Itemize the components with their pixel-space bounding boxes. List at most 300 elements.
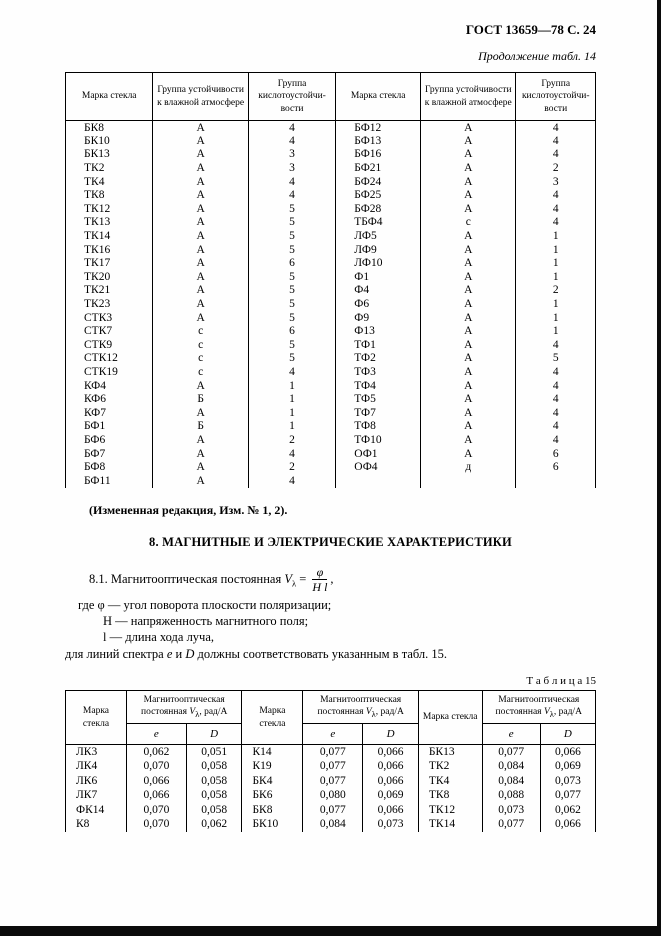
glass-mark-cell: ТК21 — [66, 284, 153, 298]
glass-mark-cell: ТК17 — [66, 256, 153, 270]
equals-sign: = — [299, 571, 307, 586]
constant-value-cell: 0,073 — [363, 817, 419, 832]
glass-mark-cell: К8 — [66, 817, 127, 832]
group-value-cell: А — [421, 433, 516, 447]
glass-mark-cell: БФ12 — [336, 121, 421, 135]
glass-mark-cell: ТК8 — [418, 788, 482, 803]
group-value-cell: 4 — [516, 420, 596, 434]
glass-mark-cell: СТК7 — [66, 324, 153, 338]
glass-mark-cell: ТФ8 — [336, 420, 421, 434]
mark-column-header: Марка стекла — [66, 690, 127, 745]
group-value-cell: 5 — [248, 216, 335, 230]
glass-mark-cell: Ф6 — [336, 297, 421, 311]
table14-row — [66, 311, 596, 325]
lambda-subscript: λ — [291, 578, 297, 588]
glass-mark-cell: Ф13 — [336, 324, 421, 338]
constant-label: Магнитооптическая постоянная — [495, 694, 580, 718]
unit-label: , рад/А — [199, 707, 228, 718]
group-value-cell: А — [153, 284, 248, 298]
e-line-symbol: е — [166, 646, 173, 661]
group-value-cell: А — [421, 447, 516, 461]
group-value-cell: Б — [153, 420, 248, 434]
group-value-cell: 5 — [248, 338, 335, 352]
group-value-cell: А — [421, 297, 516, 311]
group-value-cell: 4 — [248, 447, 335, 461]
glass-mark-cell: ЛК7 — [66, 788, 127, 803]
unit-label: , рад/А — [375, 707, 404, 718]
table14-row — [66, 433, 596, 447]
constant-value-cell: 0,077 — [482, 745, 540, 760]
section-title: 8. МАГНИТНЫЕ И ЭЛЕКТРИЧЕСКИЕ ХАРАКТЕРИСТИКИ — [149, 534, 512, 549]
glass-mark-cell: ЛК6 — [66, 774, 127, 789]
constant-value-cell: 0,066 — [363, 745, 419, 760]
glass-mark-cell: ТФ5 — [336, 392, 421, 406]
paragraph-lead: 8.1. Магнитооптическая постоянная — [89, 571, 282, 586]
hl-denominator: H l — [312, 580, 328, 595]
v-symbol: V — [365, 707, 372, 718]
constant-value-cell: 0,084 — [482, 759, 540, 774]
acid-group-column-header: Группа кислотоустойчи-вости — [248, 73, 335, 121]
glass-mark-cell: Ф4 — [336, 284, 421, 298]
group-value-cell: 4 — [516, 338, 596, 352]
tail-text: должны соответствовать указанным в табл. 15. — [194, 646, 448, 661]
group-value-cell: 5 — [248, 270, 335, 284]
group-value-cell: А — [153, 229, 248, 243]
glass-mark-cell: ЛК4 — [66, 759, 127, 774]
glass-mark-cell: ТК2 — [66, 161, 153, 175]
group-value-cell: 4 — [516, 216, 596, 230]
definition-line: Н — напряженность магнитного поля; — [103, 613, 309, 628]
group-value-cell: 4 — [248, 134, 335, 148]
doc-number: ГОСТ 13659—78 С. 24 — [465, 22, 596, 37]
table14-row — [66, 447, 596, 461]
group-value-cell: 4 — [516, 188, 596, 202]
lambda-subscript: λ — [371, 708, 376, 719]
glass-mark-cell: БК6 — [242, 788, 303, 803]
glass-mark-cell: БК4 — [242, 774, 303, 789]
spectrum-lines-note — [65, 646, 596, 662]
table14-row — [66, 161, 596, 175]
group-value-cell: с — [153, 324, 248, 338]
table14-row — [66, 148, 596, 162]
table14-row — [66, 243, 596, 257]
group-value-cell: 6 — [516, 447, 596, 461]
glass-mark-cell: ОФ4 — [336, 460, 421, 474]
constant-value-cell: 0,051 — [186, 745, 242, 760]
table-15 — [65, 690, 596, 832]
group-value-cell: с — [153, 365, 248, 379]
table14-row — [66, 229, 596, 243]
d-line-subheader: D — [363, 724, 419, 745]
glass-mark-cell: БК13 — [418, 745, 482, 760]
table14-row — [66, 460, 596, 474]
lambda-subscript: λ — [195, 708, 200, 719]
comma: , — [330, 571, 334, 586]
constant-value-cell: 0,058 — [186, 774, 242, 789]
table14-row — [66, 297, 596, 311]
group-value-cell: А — [421, 392, 516, 406]
group-value-cell: 4 — [248, 188, 335, 202]
group-value-cell: А — [421, 121, 516, 135]
group-value-cell: А — [153, 297, 248, 311]
glass-mark-cell: КФ6 — [66, 392, 153, 406]
constant-value-cell: 0,070 — [126, 817, 186, 832]
group-value-cell: А — [153, 202, 248, 216]
glass-mark-cell: БК8 — [66, 121, 153, 135]
glass-mark-cell: БФ25 — [336, 188, 421, 202]
group-value-cell: 1 — [248, 379, 335, 393]
definitions-block — [65, 597, 596, 645]
group-value-cell: А — [153, 311, 248, 325]
group-value-cell: А — [421, 284, 516, 298]
glass-mark-cell: СТК12 — [66, 352, 153, 366]
glass-mark-cell: ТК12 — [66, 202, 153, 216]
group-value-cell: А — [421, 406, 516, 420]
glass-mark-cell: БК10 — [66, 134, 153, 148]
glass-mark-cell: БФ11 — [66, 474, 153, 488]
group-value-cell: 4 — [248, 474, 335, 488]
humidity-group-column-header: Группа устойчивости к влажной атмосфере — [153, 73, 248, 121]
group-value-cell: д — [421, 460, 516, 474]
constant-value-cell: 0,058 — [186, 803, 242, 818]
group-value-cell: 1 — [516, 256, 596, 270]
table14-row — [66, 202, 596, 216]
constant-value-cell: 0,066 — [363, 774, 419, 789]
group-value-cell: А — [421, 202, 516, 216]
constant-value-cell: 0,066 — [363, 803, 419, 818]
glass-mark-cell: КФ4 — [66, 379, 153, 393]
group-value-cell: А — [153, 433, 248, 447]
table14-row — [66, 338, 596, 352]
group-value-cell: 5 — [248, 311, 335, 325]
glass-mark-cell: ТБФ4 — [336, 216, 421, 230]
table14-row — [66, 352, 596, 366]
group-value-cell: 3 — [248, 161, 335, 175]
group-value-cell: 5 — [248, 284, 335, 298]
constant-column-header — [482, 690, 596, 723]
table-15-caption: Т а б л и ц а 15 — [526, 674, 596, 687]
glass-mark-cell: ТФ10 — [336, 433, 421, 447]
glass-mark-cell: БФ6 — [66, 433, 153, 447]
table15-row — [66, 788, 596, 803]
constant-value-cell: 0,069 — [540, 759, 595, 774]
glass-mark-cell: ТФ3 — [336, 365, 421, 379]
group-value-cell: 5 — [248, 229, 335, 243]
constant-value-cell: 0,058 — [186, 759, 242, 774]
group-value-cell: 2 — [516, 161, 596, 175]
definition-line: l — длина хода луча, — [103, 629, 215, 644]
group-value-cell: А — [153, 256, 248, 270]
group-value-cell: А — [421, 352, 516, 366]
unit-label: , рад/А — [553, 707, 582, 718]
glass-mark-cell: ТК23 — [66, 297, 153, 311]
table14-row — [66, 188, 596, 202]
table15-row — [66, 817, 596, 832]
phi-symbol: φ — [316, 564, 324, 579]
humidity-group-column-header: Группа устойчивости к влажной атмосфере — [421, 73, 516, 121]
v-symbol: V — [189, 707, 196, 718]
group-value-cell: А — [421, 175, 516, 189]
glass-mark-cell: БФ1 — [66, 420, 153, 434]
constant-value-cell: 0,066 — [126, 788, 186, 803]
group-value-cell: А — [153, 134, 248, 148]
group-value-cell: 1 — [248, 420, 335, 434]
table14-row — [66, 324, 596, 338]
e-line-subheader: е — [126, 724, 186, 745]
d-line-subheader: D — [186, 724, 242, 745]
constant-value-cell: 0,070 — [126, 803, 186, 818]
glass-mark-cell: ТФ1 — [336, 338, 421, 352]
group-value-cell: 5 — [248, 202, 335, 216]
glass-mark-cell: К19 — [242, 759, 303, 774]
mark-column-header: Марка стекла — [242, 690, 303, 745]
constant-value-cell: 0,073 — [482, 803, 540, 818]
constant-column-header — [126, 690, 242, 723]
tail-text: для линий спектра — [65, 646, 167, 661]
glass-mark-cell: ТК13 — [66, 216, 153, 230]
group-value-cell: А — [421, 229, 516, 243]
table14-row — [66, 379, 596, 393]
constant-value-cell: 0,077 — [303, 745, 363, 760]
group-value-cell: А — [153, 270, 248, 284]
glass-mark-cell: БФ24 — [336, 175, 421, 189]
group-value-cell: А — [153, 161, 248, 175]
group-value-cell: 6 — [248, 324, 335, 338]
glass-mark-cell: ОФ1 — [336, 447, 421, 461]
group-value-cell: А — [153, 121, 248, 135]
group-value-cell: А — [421, 324, 516, 338]
constant-value-cell: 0,062 — [186, 817, 242, 832]
group-value-cell: 5 — [248, 352, 335, 366]
table14-row — [66, 270, 596, 284]
constant-value-cell: 0,077 — [303, 759, 363, 774]
constant-value-cell: 0,058 — [186, 788, 242, 803]
constant-value-cell: 0,077 — [303, 774, 363, 789]
constant-value-cell: 0,069 — [363, 788, 419, 803]
glass-mark-cell: БФ7 — [66, 447, 153, 461]
group-value-cell: 4 — [248, 365, 335, 379]
constant-value-cell: 0,066 — [540, 817, 595, 832]
group-value-cell: А — [153, 188, 248, 202]
group-value-cell: 4 — [516, 134, 596, 148]
constant-column-header — [303, 690, 419, 723]
table14-row — [66, 256, 596, 270]
constant-value-cell: 0,073 — [540, 774, 595, 789]
glass-mark-cell: ТФ7 — [336, 406, 421, 420]
glass-mark-cell: ЛК3 — [66, 745, 127, 760]
group-value-cell: 4 — [248, 121, 335, 135]
glass-mark-cell: ТК2 — [418, 759, 482, 774]
mark-column-header: Марка стекла — [418, 690, 482, 745]
table14-row — [66, 216, 596, 230]
table14-row — [66, 121, 596, 135]
group-value-cell: 4 — [516, 365, 596, 379]
group-value-cell: 4 — [516, 406, 596, 420]
glass-mark-cell: ТК14 — [66, 229, 153, 243]
glass-mark-cell: Ф1 — [336, 270, 421, 284]
fraction — [312, 566, 327, 594]
group-value-cell: А — [421, 365, 516, 379]
table15-row — [66, 774, 596, 789]
group-value-cell: 6 — [516, 460, 596, 474]
d-line-subheader: D — [540, 724, 595, 745]
group-value-cell: 4 — [516, 379, 596, 393]
group-value-cell: 6 — [248, 256, 335, 270]
mark-column-header: Марка стекла — [336, 73, 421, 121]
constant-value-cell: 0,088 — [482, 788, 540, 803]
group-value-cell: А — [421, 161, 516, 175]
glass-mark-cell: ТК4 — [66, 175, 153, 189]
revision-note: (Измененная редакция, Изм. № 1, 2). — [89, 502, 288, 517]
glass-mark-cell: К14 — [242, 745, 303, 760]
group-value-cell: 5 — [248, 243, 335, 257]
group-value-cell: А — [421, 188, 516, 202]
group-value-cell: 4 — [516, 148, 596, 162]
glass-mark-cell: БФ16 — [336, 148, 421, 162]
glass-mark-cell: ТК16 — [66, 243, 153, 257]
group-value-cell: 1 — [248, 406, 335, 420]
table14-row — [66, 406, 596, 420]
group-value-cell: 2 — [248, 460, 335, 474]
group-value-cell: 1 — [516, 324, 596, 338]
group-value-cell: А — [421, 311, 516, 325]
constant-value-cell: 0,084 — [482, 774, 540, 789]
glass-mark-cell: СТК19 — [66, 365, 153, 379]
definition-line: где φ — угол поворота плоскости поляризации; — [78, 597, 332, 612]
glass-mark-cell: СТК9 — [66, 338, 153, 352]
v-symbol: V — [284, 571, 292, 586]
glass-mark-cell — [336, 474, 421, 488]
v-symbol: V — [543, 707, 550, 718]
glass-mark-cell: БК13 — [66, 148, 153, 162]
glass-mark-cell: ТФ4 — [336, 379, 421, 393]
group-value-cell: А — [153, 447, 248, 461]
glass-mark-cell: ТК12 — [418, 803, 482, 818]
paragraph-8-1 — [89, 566, 596, 594]
mark-column-header: Марка стекла — [66, 73, 153, 121]
glass-mark-cell: ТК14 — [418, 817, 482, 832]
magneto-optic-formula — [284, 564, 334, 595]
group-value-cell: 1 — [516, 297, 596, 311]
table-15-header — [66, 690, 596, 745]
glass-mark-cell: БК10 — [242, 817, 303, 832]
constant-value-cell: 0,062 — [126, 745, 186, 760]
table14-row — [66, 392, 596, 406]
constant-value-cell: 0,062 — [540, 803, 595, 818]
group-value-cell: с — [153, 352, 248, 366]
group-value-cell: 1 — [516, 270, 596, 284]
e-line-subheader: е — [482, 724, 540, 745]
group-value-cell: 1 — [516, 243, 596, 257]
group-value-cell — [516, 474, 596, 488]
group-value-cell: А — [153, 216, 248, 230]
tail-text: и — [172, 646, 186, 661]
group-value-cell: 4 — [516, 202, 596, 216]
group-value-cell: 4 — [516, 433, 596, 447]
group-value-cell: 3 — [248, 148, 335, 162]
glass-mark-cell: БФ21 — [336, 161, 421, 175]
table15-row — [66, 803, 596, 818]
glass-mark-cell: СТК3 — [66, 311, 153, 325]
table14-row — [66, 474, 596, 488]
group-value-cell: 5 — [516, 352, 596, 366]
group-value-cell: 2 — [248, 433, 335, 447]
constant-value-cell: 0,080 — [303, 788, 363, 803]
group-value-cell: А — [153, 175, 248, 189]
constant-value-cell: 0,077 — [482, 817, 540, 832]
acid-group-column-header: Группа кислотоустойчи-вости — [516, 73, 596, 121]
table-14-header — [66, 73, 596, 121]
table14-row — [66, 420, 596, 434]
group-value-cell: А — [421, 243, 516, 257]
group-value-cell: с — [153, 338, 248, 352]
glass-mark-cell: ЛФ10 — [336, 256, 421, 270]
constant-label: Магнитооптическая постоянная — [317, 694, 402, 718]
group-value-cell: 1 — [516, 229, 596, 243]
glass-mark-cell: ЛФ5 — [336, 229, 421, 243]
group-value-cell: 4 — [248, 175, 335, 189]
group-value-cell: А — [421, 420, 516, 434]
glass-mark-cell: Ф9 — [336, 311, 421, 325]
glass-mark-cell: БК8 — [242, 803, 303, 818]
table14-row — [66, 284, 596, 298]
constant-value-cell: 0,066 — [363, 759, 419, 774]
constant-value-cell: 0,066 — [126, 774, 186, 789]
group-value-cell: А — [153, 148, 248, 162]
constant-value-cell: 0,077 — [303, 803, 363, 818]
table15-row — [66, 759, 596, 774]
group-value-cell: с — [421, 216, 516, 230]
constant-value-cell: 0,070 — [126, 759, 186, 774]
glass-mark-cell: БФ13 — [336, 134, 421, 148]
glass-mark-cell: БФ28 — [336, 202, 421, 216]
group-value-cell — [421, 474, 516, 488]
table-15-body — [66, 745, 596, 832]
group-value-cell: А — [421, 134, 516, 148]
constant-value-cell: 0,084 — [303, 817, 363, 832]
group-value-cell: 3 — [516, 175, 596, 189]
group-value-cell: 1 — [516, 311, 596, 325]
group-value-cell: 4 — [516, 121, 596, 135]
group-value-cell: А — [153, 474, 248, 488]
group-value-cell: А — [153, 460, 248, 474]
glass-mark-cell: КФ7 — [66, 406, 153, 420]
table14-row — [66, 175, 596, 189]
group-value-cell: Б — [153, 392, 248, 406]
group-value-cell: 4 — [516, 392, 596, 406]
group-value-cell: А — [421, 256, 516, 270]
group-value-cell: А — [421, 338, 516, 352]
group-value-cell: А — [421, 148, 516, 162]
glass-mark-cell: ТК20 — [66, 270, 153, 284]
lambda-subscript: λ — [549, 708, 554, 719]
glass-mark-cell: ТК4 — [418, 774, 482, 789]
group-value-cell: А — [153, 379, 248, 393]
group-value-cell: А — [421, 379, 516, 393]
group-value-cell: А — [153, 406, 248, 420]
glass-mark-cell: ЛФ9 — [336, 243, 421, 257]
table14-row — [66, 365, 596, 379]
group-value-cell: 1 — [248, 392, 335, 406]
constant-value-cell: 0,066 — [540, 745, 595, 760]
group-value-cell: А — [153, 243, 248, 257]
table14-row — [66, 134, 596, 148]
e-line-subheader: е — [303, 724, 363, 745]
constant-value-cell: 0,077 — [540, 788, 595, 803]
glass-mark-cell: ТФ2 — [336, 352, 421, 366]
table-14 — [65, 72, 596, 488]
table15-row — [66, 745, 596, 760]
